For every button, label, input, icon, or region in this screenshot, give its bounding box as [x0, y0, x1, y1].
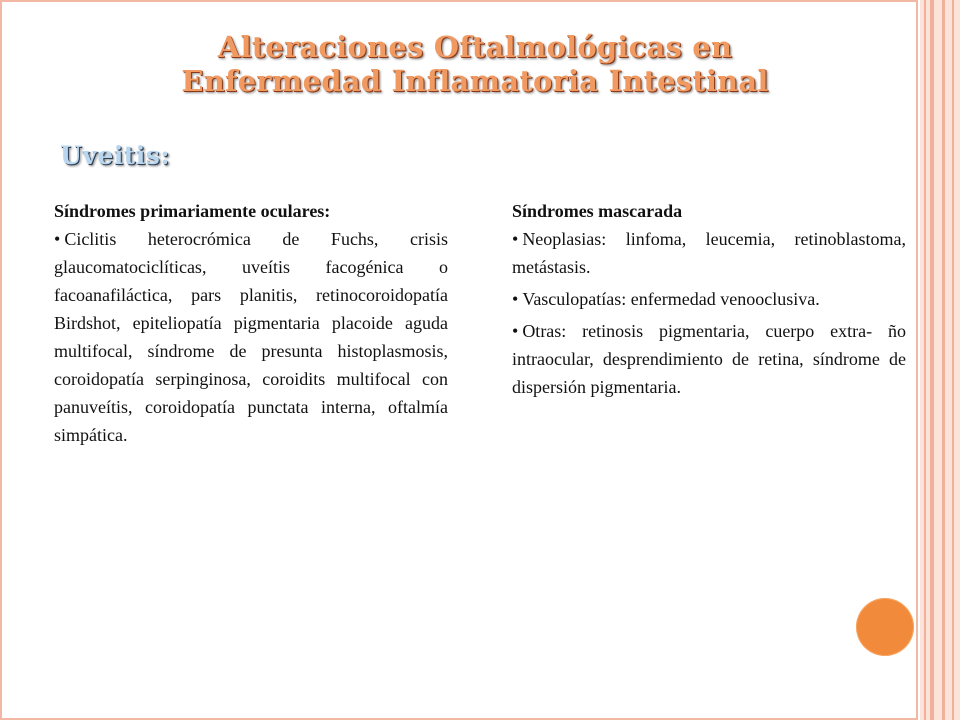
left-column-heading: Síndromes primariamente oculares:	[54, 201, 331, 221]
paragraph-text: Ciclitis heterocrómica de Fuchs, crisis glaucomatociclíticas, uveítis facogénica o facoanafiláctica, pars planitis, retinocoroidopatía Birdshot, epiteliopatía pigmentaria placoide aguda multifocal, síndrome de presunta histoplasmosis, coroidopatía serpinginosa, coroidits multifocal con panuveítis, coroidopatía punctata interna, oftalmía simpática.	[54, 229, 448, 445]
section-subtitle: Uveitis:	[60, 141, 171, 170]
list-item	[512, 285, 906, 313]
right-column-heading: Síndromes mascarada	[512, 201, 683, 221]
list-item-text: Neoplasias: linfoma, leucemia, retinoblastoma, metástasis.	[512, 229, 906, 277]
bullet-icon: •	[512, 321, 519, 341]
list-item-text: Vasculopatías: enfermedad venooclusiva.	[522, 289, 820, 309]
list-item	[512, 317, 906, 401]
left-column-paragraph	[54, 225, 448, 449]
decorative-stripes	[920, 0, 960, 720]
list-item-text: Otras: retinosis pigmentaria, cuerpo extra- ño intraocular, desprendimiento de retina, síndrome de dispersión pigmentaria.	[512, 321, 906, 397]
bullet-icon: •	[512, 289, 519, 309]
list-item	[512, 225, 906, 281]
stripe	[942, 0, 945, 720]
stripe	[952, 0, 954, 720]
title-line-1: Alteraciones Oftalmológicas en	[217, 30, 733, 64]
stripe	[924, 0, 926, 720]
slide-title	[120, 30, 830, 98]
title-line-2: Enfermedad Inflamatoria Intestinal	[181, 64, 769, 98]
left-column	[54, 197, 448, 453]
bullet-icon: •	[54, 229, 61, 249]
right-column	[512, 197, 906, 405]
decorative-circle	[856, 598, 914, 656]
bullet-icon: •	[512, 229, 519, 249]
stripe	[930, 0, 934, 720]
